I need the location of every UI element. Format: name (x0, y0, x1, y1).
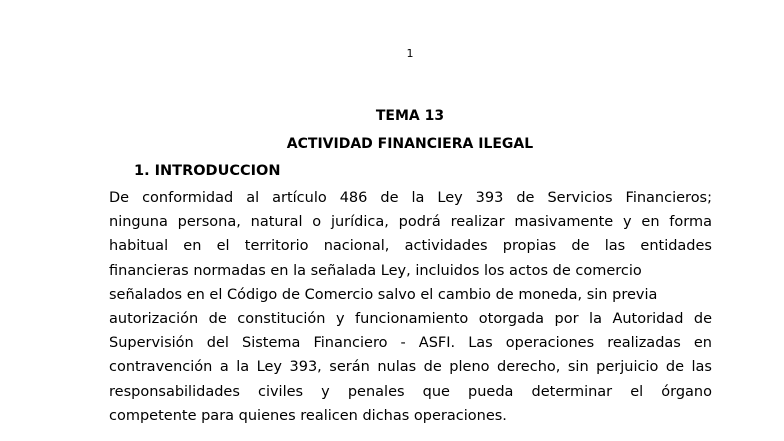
body-paragraph (109, 186, 712, 428)
paragraph-line: habitual en el territorio nacional, actividades propias de las entidades (109, 238, 712, 255)
paragraph-line: De conformidad al artículo 486 de la Ley 393 de Servicios Financieros; (109, 190, 712, 206)
paragraph-line: competente para quienes realicen dichas operaciones. (109, 407, 507, 424)
paragraph-line: financieras normadas en la señalada Ley, incluidos los actos de comercio (109, 262, 642, 279)
document-title: TEMA 13 (375, 108, 445, 124)
paragraph-line: autorización de constitución y funcionamiento otorgada por la Autoridad de (109, 311, 712, 328)
section-heading: 1. INTRODUCCION (134, 163, 281, 179)
paragraph-line: ninguna persona, natural o jurídica, podrá realizar masivamente y en forma (109, 214, 712, 231)
paragraph-line: señalados en el Código de Comercio salvo el cambio de moneda, sin previa (109, 286, 658, 303)
paragraph-line: responsabilidades civiles y penales que pueda determinar el órgano (109, 383, 712, 400)
document-subtitle: ACTIVIDAD FINANCIERA ILEGAL (286, 136, 534, 152)
paragraph-line: Supervisión del Sistema Financiero - ASFI. Las operaciones realizadas en (109, 335, 712, 352)
paragraph-line: contravención a la Ley 393, serán nulas de pleno derecho, sin perjuicio de las (109, 359, 712, 376)
page-number: 1 (406, 47, 414, 60)
